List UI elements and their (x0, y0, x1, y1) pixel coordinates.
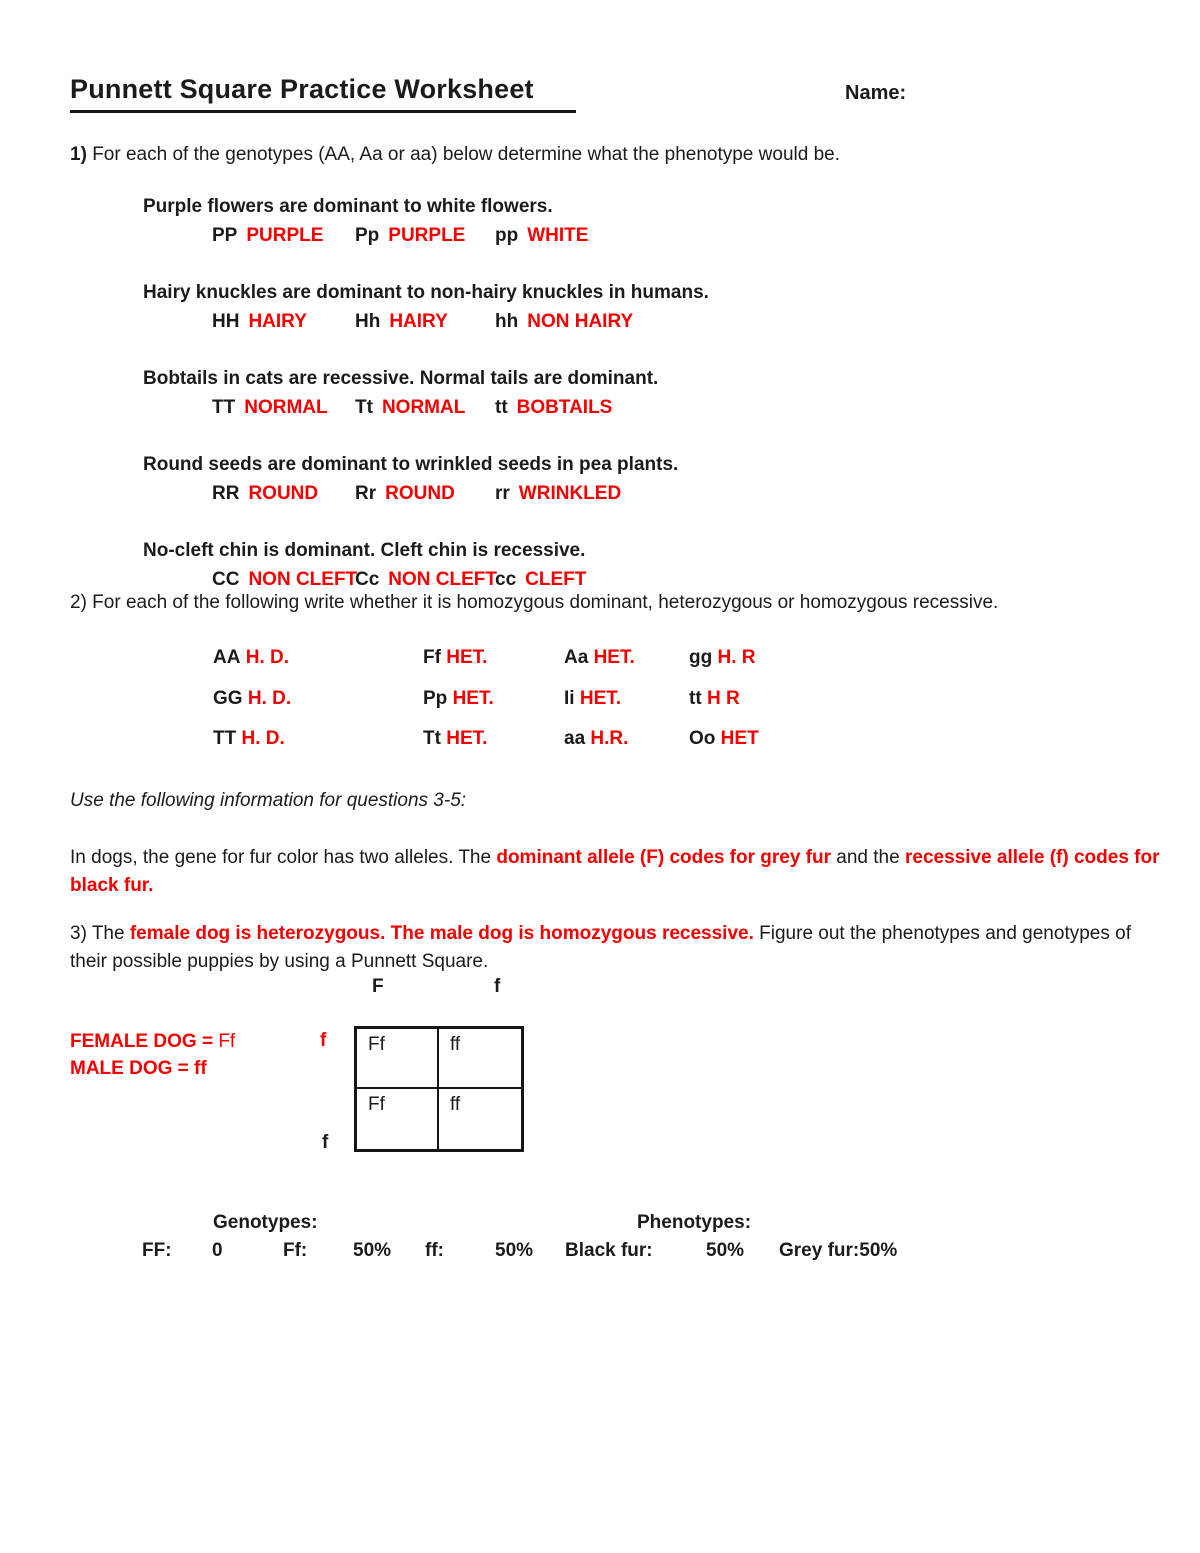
punnett-col-header-f: f (494, 976, 501, 997)
trait-answers (212, 225, 709, 247)
genotype-label: Pp (355, 225, 380, 246)
answer-pair (355, 225, 495, 247)
trait-answers (212, 311, 709, 333)
question-3-red-text: female dog is heterozygous. The male dog is homozygous recessive. (129, 923, 754, 944)
zygosity-answer: HET (720, 728, 759, 749)
phenotype-black-fur-label: Black fur: (565, 1240, 653, 1261)
genotype-label: Hh (355, 311, 381, 332)
punnett-col-header-F: F (372, 976, 384, 997)
genotype-label: GG (213, 687, 243, 709)
punnett-cell: ff (450, 1094, 461, 1115)
phenotype-grey-fur (779, 1240, 897, 1262)
fur-color-info-paragraph (70, 844, 1160, 900)
female-dog-label (70, 1028, 235, 1055)
trait-statement: Hairy knuckles are dominant to non-hairy knuckles in humans. (143, 282, 709, 303)
phenotype-answer: ROUND (385, 483, 455, 504)
phenotype-answer: NORMAL (244, 397, 328, 418)
dominant-allele-info: dominant allele (F) codes for grey fur (496, 847, 832, 868)
phenotype-answer: NON HAIRY (527, 311, 634, 332)
question-1-text: For each of the genotypes (AA, Aa or aa) below determine what the phenotype would be. (92, 144, 840, 165)
phenotype-black-fur-value: 50% (706, 1240, 745, 1261)
answer-pair (212, 311, 355, 333)
zygosity-answer: HET. (452, 687, 494, 709)
trait-item-knuckles (143, 282, 709, 333)
zygosity-answer: HET. (593, 647, 635, 668)
phenotype-answer: WHITE (527, 225, 589, 246)
phenotype-answer: CLEFT (525, 569, 587, 590)
male-dog-label (70, 1055, 235, 1082)
female-dog-prefix: FEMALE DOG = (70, 1031, 214, 1052)
genotype-ff-value: 50% (495, 1240, 534, 1261)
genotype-label: TT (213, 728, 237, 749)
question-1-prompt (70, 144, 840, 166)
phenotype-answer: HAIRY (248, 311, 307, 332)
trait-statement: Round seeds are dominant to wrinkled seeds in pea plants. (143, 454, 679, 475)
zygosity-answer: H. D. (245, 647, 290, 668)
grid-cell (689, 647, 759, 688)
info-text: In dogs, the gene for fur color has two alleles. The (70, 847, 492, 868)
answer-pair (355, 483, 495, 505)
answer-pair (355, 569, 498, 591)
genotype-label: rr (495, 483, 510, 504)
trait-item-bobtails (143, 368, 709, 419)
male-dog-genotype: ff (194, 1058, 207, 1079)
answer-pair (212, 397, 355, 419)
answer-pair (495, 569, 586, 591)
female-dog-genotype: Ff (218, 1031, 236, 1052)
phenotype-grey-fur-label: Grey fur: (779, 1240, 860, 1261)
genotype-Ff-value: 50% (353, 1240, 392, 1261)
trait-answers (212, 483, 709, 505)
phenotype-answer: NON CLEFT (388, 569, 498, 590)
phenotype-grey-fur-value: 50% (859, 1240, 898, 1261)
trait-answers (212, 569, 709, 591)
phenotype-answer: PURPLE (388, 225, 466, 246)
zygosity-answer: H. R (717, 647, 756, 668)
grid-cell (213, 688, 423, 729)
recessive-allele-info: recessive allele (f) codes for black fur. (70, 847, 1160, 896)
trait-item-flowers (143, 196, 709, 247)
genotype-label: cc (495, 569, 517, 590)
grid-cell (213, 647, 423, 688)
answer-pair (212, 569, 358, 591)
genotype-label: Cc (355, 569, 380, 590)
grid-cell (213, 728, 423, 769)
question-2-answer-grid (213, 647, 759, 769)
punnett-cell: Ff (357, 1089, 439, 1149)
genotype-label: PP (212, 225, 238, 246)
genotype-label: Aa (564, 647, 589, 668)
phenotype-answer: NORMAL (381, 397, 466, 418)
genotype-FF-value: 0 (212, 1240, 223, 1261)
punnett-row-header-f-top: f (320, 1030, 327, 1051)
punnett-cell: Ff (357, 1029, 439, 1089)
phenotype-answer: BOBTAILS (516, 397, 613, 418)
answer-pair (495, 483, 621, 505)
answer-pair (495, 397, 612, 419)
question-1-items (143, 196, 709, 626)
zygosity-answer: H R (706, 687, 740, 709)
genotype-label: AA (213, 647, 241, 668)
male-dog-prefix: MALE DOG = (70, 1058, 189, 1079)
genotype-label: tt (495, 397, 508, 418)
answer-pair (212, 483, 355, 505)
grid-cell (423, 647, 564, 688)
grid-cell (689, 688, 759, 729)
genotype-FF-label: FF: (142, 1240, 172, 1261)
page-title: Punnett Square Practice Worksheet (70, 74, 576, 113)
phenotypes-heading: Phenotypes: (637, 1212, 752, 1233)
grid-cell (423, 728, 564, 769)
zygosity-answer: HET. (446, 647, 488, 668)
genotype-label: Rr (355, 483, 377, 504)
trait-statement: No-cleft chin is dominant. Cleft chin is recessive. (143, 540, 586, 561)
trait-statement: Bobtails in cats are recessive. Normal tails are dominant. (143, 368, 659, 389)
phenotype-answer: WRINKLED (518, 483, 622, 504)
zygosity-answer: H. D. (247, 687, 292, 709)
genotype-label: Ii (564, 687, 575, 709)
grid-cell (564, 647, 689, 688)
question-3-prompt (70, 920, 1160, 976)
punnett-cell: ff (439, 1029, 521, 1089)
genotype-label: Pp (423, 687, 448, 709)
genotypes-heading: Genotypes: (213, 1212, 318, 1233)
trait-item-chin (143, 540, 709, 591)
genotype-label: RR (212, 483, 240, 504)
phenotype-answer: NON CLEFT (248, 569, 358, 590)
question-1-number: 1) (70, 144, 87, 165)
zygosity-answer: HET. (446, 728, 488, 749)
answer-pair (355, 397, 495, 419)
punnett-square (354, 1026, 524, 1152)
zygosity-answer: H. D. (241, 728, 285, 749)
parent-genotypes (70, 1028, 235, 1082)
answer-pair (355, 311, 495, 333)
answer-pair (212, 225, 355, 247)
genotype-label: Oo (689, 728, 716, 749)
question-2-prompt: 2) For each of the following write whether it is homozygous dominant, heterozygous or homozygous recessive. (70, 592, 999, 613)
punnett-row-header-f-bottom: f (322, 1132, 329, 1153)
zygosity-answer: H.R. (590, 728, 629, 749)
genotype-label: TT (212, 397, 236, 418)
grid-cell (689, 728, 759, 769)
question-3-text: Figure out the phenotypes and genotypes of their possible puppies by using a Punnett Square. (70, 923, 1131, 972)
info-note: Use the following information for questions 3-5: (70, 790, 467, 811)
genotype-label: Ff (423, 647, 441, 668)
answer-pair (495, 311, 633, 333)
genotype-label: Tt (355, 397, 373, 418)
genotype-Ff-label: Ff: (283, 1240, 308, 1261)
question-3-text: 3) The (70, 923, 125, 944)
genotype-label: CC (212, 569, 240, 590)
trait-statement: Purple flowers are dominant to white flowers. (143, 196, 553, 217)
name-label: Name: (845, 82, 907, 104)
trait-item-seeds (143, 454, 709, 505)
genotype-label: HH (212, 311, 240, 332)
genotype-label: gg (689, 647, 713, 668)
genotype-label: tt (689, 687, 702, 709)
phenotype-answer: HAIRY (389, 311, 448, 332)
grid-cell (564, 728, 689, 769)
genotype-label: aa (564, 728, 586, 749)
genotype-label: pp (495, 225, 519, 246)
genotype-ff-label: ff: (425, 1240, 444, 1261)
phenotype-answer: PURPLE (246, 225, 324, 246)
genotype-label: Tt (423, 728, 441, 749)
genotype-label: hh (495, 311, 519, 332)
zygosity-answer: HET. (579, 687, 622, 709)
phenotype-answer: ROUND (248, 483, 319, 504)
trait-answers (212, 397, 709, 419)
info-text: and the (836, 847, 900, 868)
grid-cell (564, 688, 689, 729)
answer-pair (495, 225, 588, 247)
grid-cell (423, 688, 564, 729)
